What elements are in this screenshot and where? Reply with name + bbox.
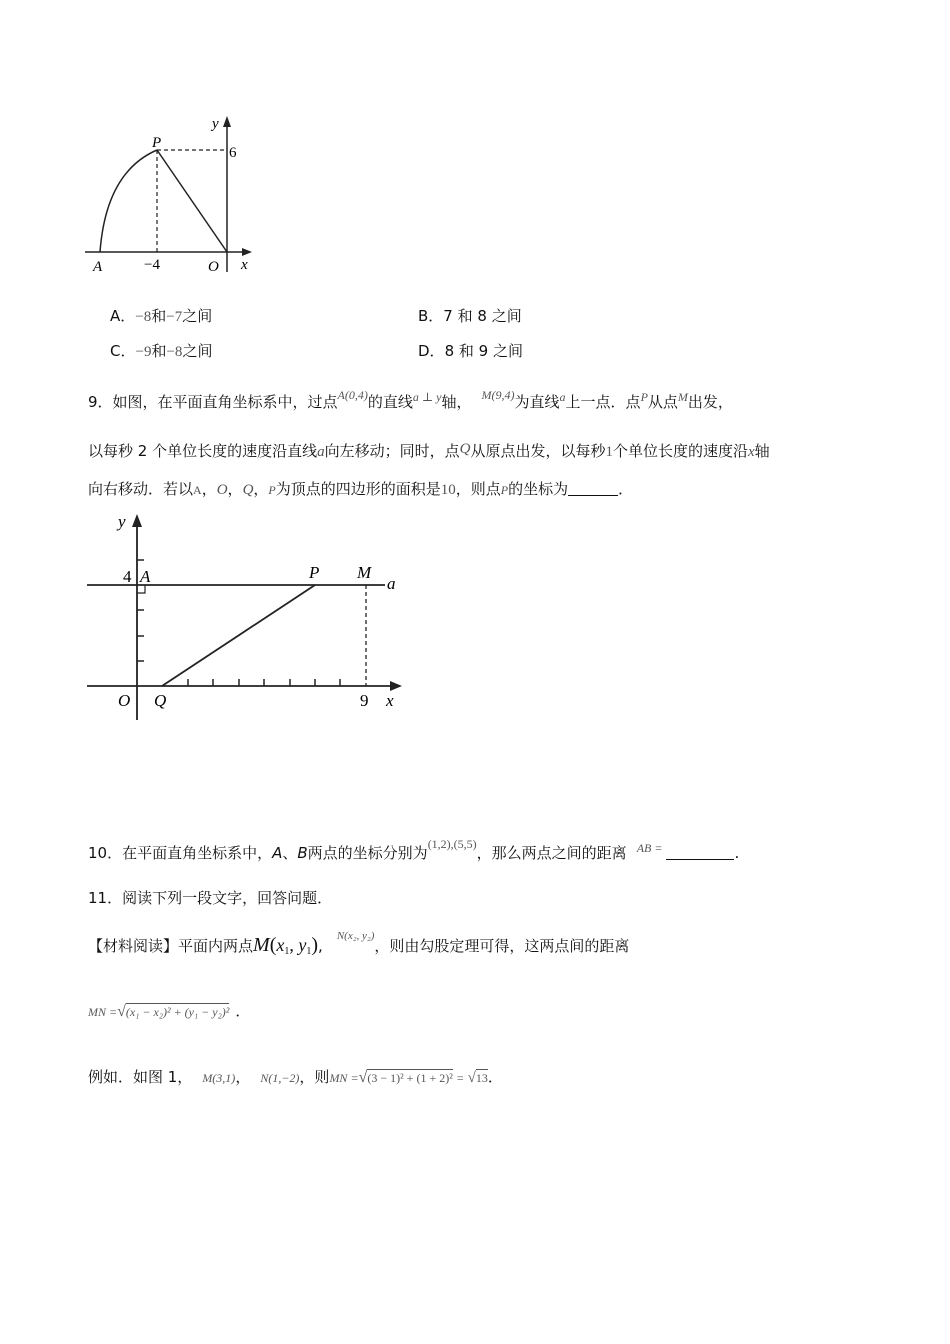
option-B-text: 7 和 8 之间 (443, 307, 522, 325)
option-D-label: D． (418, 342, 445, 360)
q9-speed: 1 (605, 444, 613, 460)
label-A: A (93, 259, 103, 275)
q9-line1 (88, 388, 733, 412)
q9-text: 以每秒 2 个单位长度的速度沿直线 (88, 442, 318, 460)
label-A: A (140, 567, 151, 586)
q9-P: P (640, 390, 648, 404)
q9-x: x (747, 444, 755, 460)
label-y: y (212, 116, 219, 132)
q9-P: P (500, 483, 509, 497)
label-9: 9 (360, 691, 369, 710)
option-D-text: 8 和 9 之间 (444, 342, 523, 360)
option-C[interactable] (110, 340, 212, 361)
q11-example-lhs: MN = (329, 1071, 359, 1085)
q10-text: . (734, 844, 740, 862)
q9-text: 从原点出发，以每秒 (470, 442, 606, 460)
q9-P: P (268, 483, 276, 497)
label-x: x (241, 257, 248, 273)
option-C-tail: 之间 (182, 342, 213, 360)
label-x: x (386, 691, 394, 710)
q11-formula-end: ． (235, 1002, 251, 1020)
q9-Q: Q (242, 482, 254, 498)
q9-Q: Q (459, 441, 471, 457)
option-B[interactable] (418, 305, 522, 326)
option-A-label: A． (110, 307, 136, 325)
q9-text: 的坐标为 (508, 480, 569, 498)
label-a: a (387, 574, 396, 593)
q9-answer-blank[interactable] (568, 481, 618, 496)
q10-AB: AB = (636, 841, 663, 855)
label-O: O (208, 259, 219, 275)
q9-perp: a ⊥ y (412, 390, 442, 404)
q11-example-M: M(3,1) (202, 1071, 236, 1085)
q9-line3 (88, 478, 633, 499)
q11-example-root: 13 (475, 1071, 488, 1085)
q11-y1: y (298, 935, 307, 955)
q11-formula: MN =√(x₁ − x₂)² + (y₁ − y₂)² ． (88, 1002, 251, 1020)
q10 (88, 837, 739, 863)
x-ticks (188, 679, 340, 686)
q11-N: N(x₂, y₂) (336, 930, 375, 942)
q11-example-N: N(1,−2) (260, 1071, 300, 1085)
q9-M: M (677, 390, 688, 404)
q10-coords: (1,2),(5,5) (427, 837, 477, 851)
segment-QP (162, 585, 315, 686)
q9-text: 从点 (647, 393, 678, 411)
label-Q: Q (154, 691, 167, 710)
label-y: y (118, 512, 126, 531)
q11-example-text: 例如．如图 1， (88, 1068, 193, 1086)
q9-text: 9．如图，在平面直角坐标系中，过点 (88, 393, 338, 411)
q9-text: ， (227, 480, 243, 498)
option-A-mid: 和 (151, 307, 167, 325)
option-A-tail: 之间 (182, 307, 213, 325)
option-A-n2: −7 (166, 309, 183, 325)
right-angle-mark (137, 585, 145, 593)
q9-text: 轴， (441, 393, 472, 411)
q9-text: ， (253, 480, 269, 498)
q10-text: 10．在平面直角坐标系中， (88, 844, 273, 862)
q11-example-text: ，则 (299, 1068, 330, 1086)
q9-text: ，则点 (455, 480, 501, 498)
q11-example-text: ， (235, 1068, 251, 1086)
q9-text: 向左移动；同时，点 (324, 442, 460, 460)
q11-x1: x (276, 935, 285, 955)
q10-text: 两点的坐标分别为 (307, 844, 428, 862)
q9-text: 为直线 (514, 393, 560, 411)
option-C-mid: 和 (151, 342, 167, 360)
arc-AP (100, 150, 157, 252)
option-A-n1: −8 (135, 309, 152, 325)
option-B-label: B． (418, 307, 444, 325)
q9-text: 个单位长度的速度沿 (612, 442, 748, 460)
q9-point-A: A(0,4) (337, 388, 368, 402)
q11-material-label: 【材料阅读】平面内两点 (88, 937, 254, 955)
q9-line-a: a (559, 390, 566, 404)
label-P: P (152, 135, 162, 151)
q11-formula-body: (x₁ − x₂)² + (y₁ − y₂)² (125, 1005, 230, 1019)
q9-line2 (88, 440, 770, 461)
q11-example-body: (3 − 1)² + (1 + 2)² (367, 1071, 453, 1085)
label-O: O (118, 691, 131, 710)
q9-point-M: M(9,4) (481, 388, 515, 402)
q10-answer-blank[interactable] (666, 845, 734, 860)
q11-y1-sub: 1 (306, 946, 312, 957)
q9-A: A (193, 483, 202, 497)
label-6: 6 (229, 145, 237, 161)
q9-text: 为顶点的四边形的面积是 (275, 480, 441, 498)
option-C-n2: −8 (166, 344, 183, 360)
label-minus4: −4 (144, 257, 160, 273)
q11-M: M (253, 934, 270, 956)
label-M: M (357, 563, 372, 582)
q10-A: A (272, 844, 283, 862)
q11-example: 例如．如图 1， M(3,1)， N(1,−2)，则MN =√(3 − 1)² + (1 + 2)² = √13． (88, 1068, 503, 1086)
figure-1-graph (80, 110, 280, 280)
figure-2-graph (82, 505, 412, 725)
q9-area: 10 (440, 482, 456, 498)
segment-PO (157, 150, 227, 252)
q11-example-end: ． (487, 1068, 503, 1086)
q9-text: ． (618, 480, 634, 498)
option-C-n1: −9 (135, 344, 152, 360)
option-C-label: C． (110, 342, 136, 360)
label-4: 4 (123, 567, 132, 586)
x-axis-arrow (242, 248, 252, 256)
q11-material-tail: ，则由勾股定理可得，这两点间的距离 (374, 937, 630, 955)
option-D[interactable] (418, 340, 523, 361)
q9-text: 向右移动．若以 (88, 480, 194, 498)
q10-B: B (297, 844, 308, 862)
q11-example-eq: = (456, 1071, 464, 1085)
q11-material: 【材料阅读】平面内两点$M(x_1$, $y_1),^{N(x_2, y_2)}$，则由勾股定理可得，这两点间的距离 (88, 930, 630, 957)
q9-text: 上一点．点 (565, 393, 641, 411)
x-axis-arrow (390, 681, 402, 691)
y-axis-arrow (132, 514, 142, 527)
q11-title: 11．阅读下列一段文字，回答问题． (88, 889, 333, 907)
q10-text: ，那么两点之间的距离 (476, 844, 627, 862)
q9-line-a: a (317, 444, 325, 460)
q11-formula-lhs: MN = (88, 1005, 118, 1019)
q9-text: 的直线 (367, 393, 413, 411)
y-axis-arrow (223, 116, 231, 127)
q10-text: 、 (282, 844, 298, 862)
q9-O: O (216, 482, 228, 498)
q9-text: ， (201, 480, 217, 498)
option-A[interactable] (110, 305, 212, 326)
q9-text: 轴 (754, 442, 770, 460)
q9-text: 出发， (687, 393, 733, 411)
q11-x1-sub: 1 (284, 946, 290, 957)
label-P: P (309, 563, 320, 582)
